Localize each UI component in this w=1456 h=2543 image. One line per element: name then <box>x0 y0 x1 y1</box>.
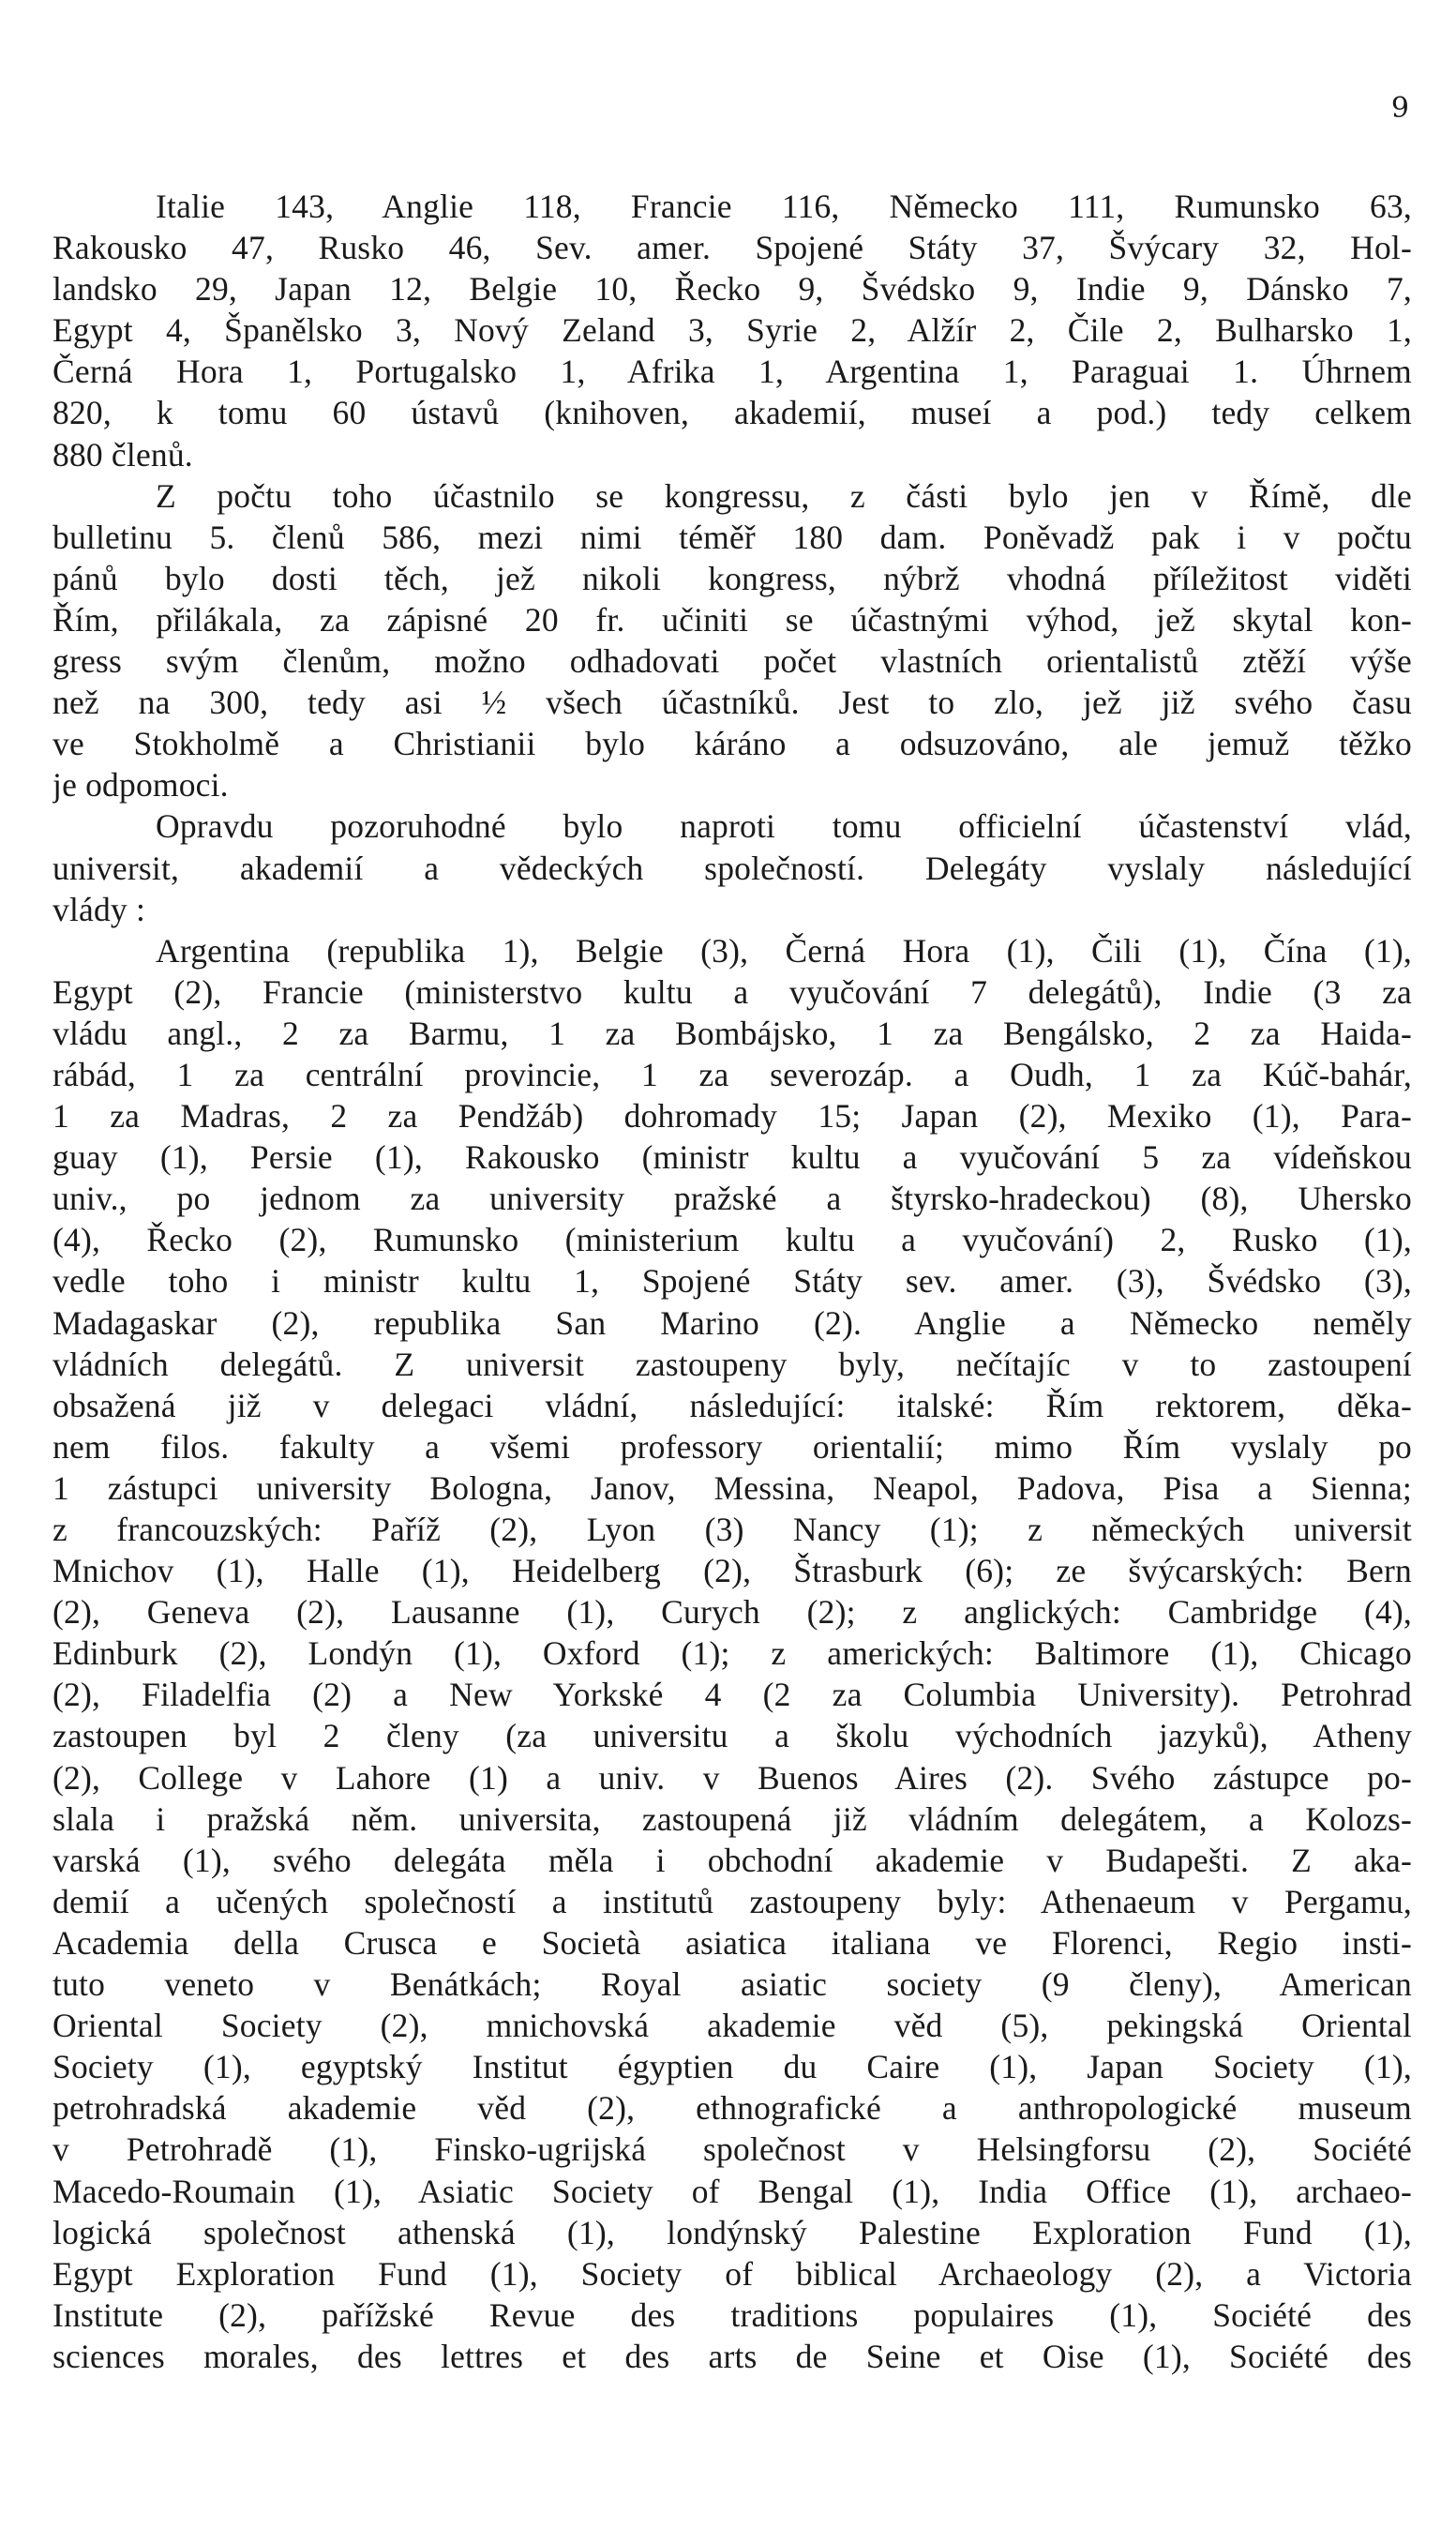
body-text <box>53 186 1412 2377</box>
text-line: Society (1), egyptský Institut égyptien du Caire (1), Japan Society (1), <box>53 2048 1412 2086</box>
text-line: Egypt Exploration Fund (1), Society of biblical Archaeology (2), a Victoria <box>53 2254 1412 2293</box>
page-number: 9 <box>1390 92 1409 125</box>
text-line: demií a učených společností a institutů zastoupeny byly: Athenaeum v Pergamu, <box>53 1882 1412 1920</box>
text-line: Madagaskar (2), republika San Marino (2). Anglie a Německo neměly <box>53 1303 1412 1342</box>
text-line: bulletinu 5. členů 586, mezi nimi téměř 180 dam. Poněvadž pak i v počtu <box>53 518 1412 556</box>
text-line: petrohradská akademie věd (2), ethnografické a anthropologické museum <box>53 2089 1412 2128</box>
text-line: guay (1), Persie (1), Rakousko (ministr kultu a vyučování 5 za vídeňskou <box>53 1138 1412 1177</box>
text-line: vládu angl., 2 za Barmu, 1 za Bombájsko, 1 za Bengálsko, 2 za Haida- <box>53 1014 1412 1052</box>
text-line: logická společnost athenská (1), londýnský Palestine Exploration Fund (1), <box>53 2213 1412 2251</box>
text-line: gress svým členům, možno odhadovati počet vlastních orientalistů ztěží výše <box>53 642 1412 681</box>
text-line: 880 členů. <box>53 435 193 474</box>
text-line: Edinburk (2), Londýn (1), Oxford (1); z amerických: Baltimore (1), Chicago <box>53 1634 1412 1673</box>
text-line: pánů bylo dosti těch, jež nikoli kongress, nýbrž vhodná příležitost viděti <box>53 559 1412 597</box>
text-line: obsažená již v delegaci vládní, následující: italské: Řím rektorem, děka- <box>53 1386 1412 1424</box>
text-line: Černá Hora 1, Portugalsko 1, Afrika 1, Argentina 1, Paraguai 1. Úhrnem <box>53 353 1412 391</box>
text-line: Oriental Society (2), mnichovská akademie věd (5), pekingská Oriental <box>53 2007 1412 2045</box>
text-line: v Petrohradě (1), Finsko-ugrijská společnost v Helsingforsu (2), Société <box>53 2130 1412 2169</box>
text-line: vedle toho i ministr kultu 1, Spojené Státy sev. amer. (3), Švédsko (3), <box>53 1262 1412 1301</box>
text-line: Egypt 4, Španělsko 3, Nový Zeland 3, Syrie 2, Alžír 2, Čile 2, Bulharsko 1, <box>53 311 1412 350</box>
text-line: landsko 29, Japan 12, Belgie 10, Řecko 9, Švédsko 9, Indie 9, Dánsko 7, <box>53 270 1412 308</box>
text-line: Macedo-Roumain (1), Asiatic Society of Bengal (1), India Office (1), archaeo- <box>53 2172 1412 2210</box>
text-line: je odpomoci. <box>53 766 229 805</box>
text-line: Academia della Crusca e Società asiatica italiana ve Florenci, Regio insti- <box>53 1923 1412 1962</box>
text-line: z francouzských: Paříž (2), Lyon (3) Nancy (1); z německých universit <box>53 1511 1412 1548</box>
text-line: ve Stokholmě a Christianii bylo káráno a odsuzováno, ale jemuž těžko <box>53 725 1412 763</box>
text-line: (4), Řecko (2), Rumunsko (ministerium kultu a vyučování) 2, Rusko (1), <box>53 1221 1412 1259</box>
text-line: Italie 143, Anglie 118, Francie 116, Německo 111, Rumunsko 63, <box>156 188 1412 225</box>
text-line: slala i pražská něm. universita, zastoupená již vládním delegátem, a Kolozs- <box>53 1799 1412 1838</box>
text-line: (2), Filadelfia (2) a New Yorkské 4 (2 za Columbia University). Petrohrad <box>53 1676 1412 1714</box>
text-line: Řím, přilákala, za zápisné 20 fr. učiniti se účastnými výhod, jež skytal kon- <box>53 600 1412 639</box>
text-line: Z počtu toho účastnilo se kongressu, z části bylo jen v Římě, dle <box>156 476 1412 515</box>
text-line: vlády : <box>53 890 146 928</box>
text-line: nem filos. fakulty a všemi professory orientalií; mimo Řím vyslaly po <box>53 1427 1412 1466</box>
text-line: vládních delegátů. Z universit zastoupeny byly, nečítajíc v to zastoupení <box>53 1345 1412 1383</box>
text-line: tuto veneto v Benátkách; Royal asiatic society (9 členy), American <box>53 1965 1412 2004</box>
text-line: Opravdu pozoruhodné bylo naproti tomu officielní účastenství vlád, <box>156 807 1412 846</box>
text-line: universit, akademií a vědeckých společností. Delegáty vyslaly následující <box>53 849 1412 887</box>
text-line: univ., po jednom za university pražské a štyrsko-hradeckou) (8), Uhersko <box>53 1180 1412 1218</box>
text-line: Egypt (2), Francie (ministerstvo kultu a vyučování 7 delegátů), Indie (3 za <box>53 972 1412 1011</box>
text-line: Argentina (republika 1), Belgie (3), Černá Hora (1), Čili (1), Čína (1), <box>156 931 1412 970</box>
text-line: 820, k tomu 60 ústavů (knihoven, akademií, museí a pod.) tedy celkem <box>53 394 1412 432</box>
text-line: 1 za Madras, 2 za Pendžáb) dohromady 15; Japan (2), Mexiko (1), Para- <box>53 1097 1412 1136</box>
text-line: Institute (2), pařížské Revue des traditions populaires (1), Société des <box>53 2295 1412 2334</box>
text-line: (2), Geneva (2), Lausanne (1), Curych (2); z anglických: Cambridge (4), <box>53 1593 1412 1632</box>
text-line: varská (1), svého delegáta měla i obchodní akademie v Budapešti. Z aka- <box>53 1841 1412 1879</box>
text-line: (2), College v Lahore (1) a univ. v Buenos Aires (2). Svého zástupce po- <box>53 1758 1412 1797</box>
text-line: než na 300, tedy asi ½ všech účastníků. Jest to zlo, jež již svého času <box>53 684 1412 722</box>
text-line: Rakousko 47, Rusko 46, Sev. amer. Spojené Státy 37, Švýcary 32, Hol- <box>53 229 1412 267</box>
text-line: sciences morales, des lettres et des arts de Seine et Oise (1), Société des <box>53 2337 1412 2375</box>
text-line: 1 zástupci university Bologna, Janov, Messina, Neapol, Padova, Pisa a Sienna; <box>53 1468 1412 1507</box>
text-line: zastoupen byl 2 členy (za universitu a školu východních jazyků), Atheny <box>53 1717 1412 1755</box>
text-line: rábád, 1 za centrální provincie, 1 za severozáp. a Oudh, 1 za Kúč-bahár, <box>53 1055 1412 1093</box>
text-line: Mnichov (1), Halle (1), Heidelberg (2), Štrasburk (6); ze švýcarských: Bern <box>53 1552 1412 1590</box>
